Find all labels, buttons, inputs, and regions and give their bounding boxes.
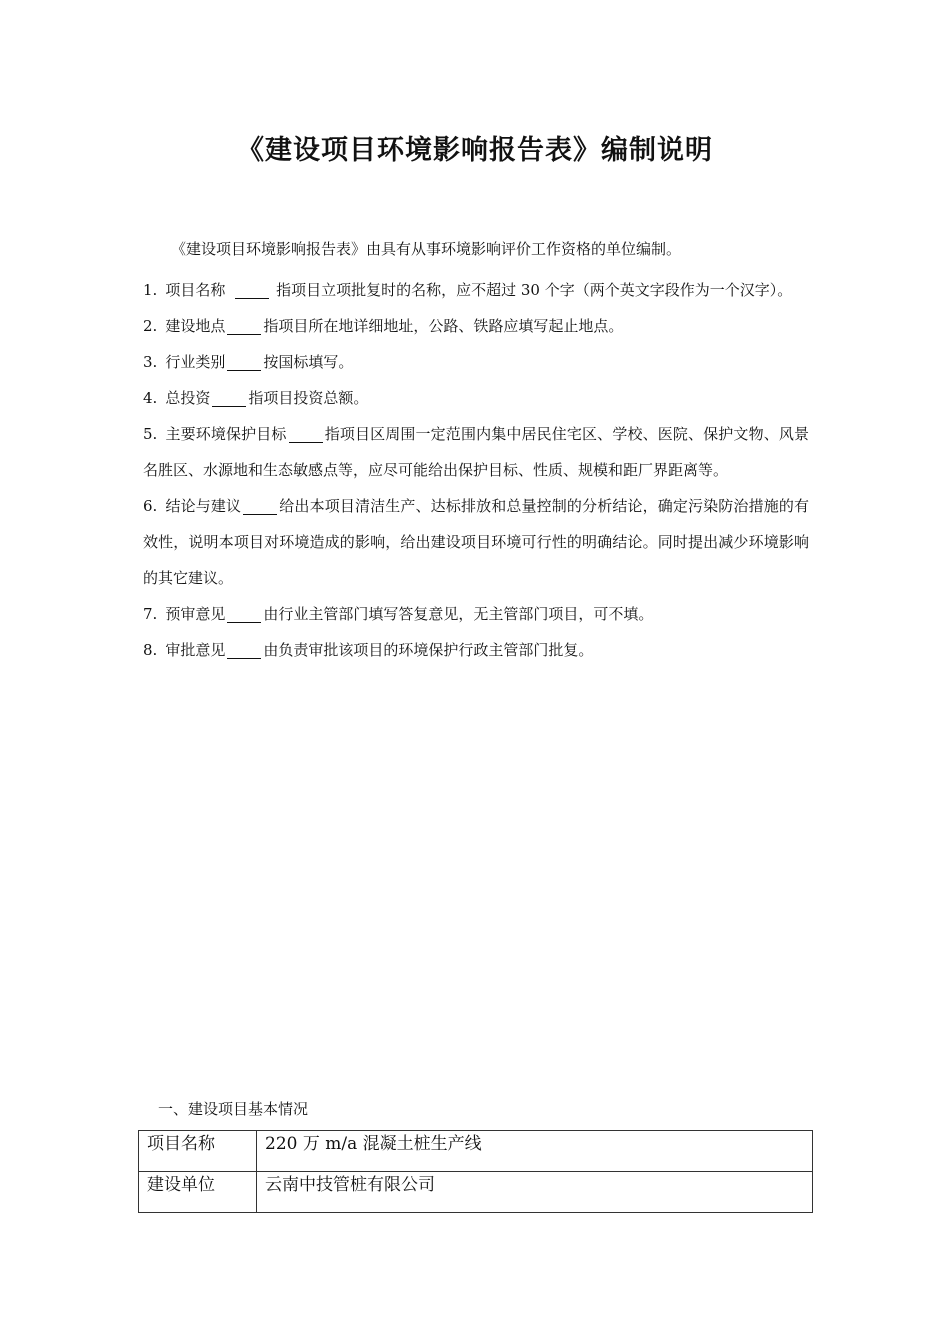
fill-blank-line [227,333,261,335]
list-item [143,632,809,668]
page-title: 《建设项目环境影响报告表》编制说明 [237,135,713,166]
item-text: 指项目所在地详细地址，公路、铁路应填写起止地点。 [263,317,624,335]
item-number: 5. [143,425,158,443]
item-text: 指项目区周围一定范围内集中居民住宅区、学校、医院、保护文物、风景名胜区、水源地和生态敏感点等，应尽可能给出保护目标、性质、规模和距厂界距离等。 [143,425,809,479]
list-item [143,380,809,416]
intro-paragraph: 《建设项目环境影响报告表》由具有从事环境影响评价工作资格的单位编制。 [171,240,682,258]
section-heading: 一、建设项目基本情况 [158,1100,309,1118]
item-number: 2. [143,317,158,335]
item-number: 4. [143,389,158,407]
item-label: 审批意见 [165,641,226,659]
list-item [143,596,809,632]
item-label: 总投资 [165,389,211,407]
table-cell-label: 建设单位 [139,1172,257,1213]
item-text: 按国标填写。 [263,353,354,371]
table-cell-label: 项目名称 [139,1131,257,1172]
list-item [143,416,809,488]
item-text: 给出本项目清洁生产、达标排放和总量控制的分析结论，确定污染防治措施的有效性，说明本项目对环境造成的影响，给出建设项目环境可行性的明确结论。同时提出减少环境影响的其它建议。 [143,497,809,587]
list-item [143,308,809,344]
table-cell-value: 云南中技管桩有限公司 [257,1172,813,1213]
item-label: 主要环境保护目标 [165,425,287,443]
list-item [143,488,809,596]
fill-blank-line [235,297,269,299]
item-label: 行业类别 [165,353,226,371]
table-row [139,1172,813,1213]
item-number: 7. [143,605,158,623]
fill-blank-line [289,441,323,443]
item-number: 3. [143,353,158,371]
item-label: 预审意见 [165,605,226,623]
item-number: 6. [143,497,158,515]
item-number: 1. [143,281,158,299]
list-item [143,344,809,380]
item-label: 结论与建议 [165,497,242,515]
instruction-list [143,272,809,668]
table-cell-value: 220 万 m/a 混凝土桩生产线 [257,1131,813,1172]
fill-blank-line [243,513,277,515]
item-label: 项目名称 [165,281,226,299]
item-text: 指项目立项批复时的名称，应不超过 30 个字（两个英文字段作为一个汉字）。 [276,281,793,299]
basic-info-table [138,1130,813,1213]
item-number: 8. [143,641,158,659]
fill-blank-line [227,369,261,371]
fill-blank-line [212,405,246,407]
fill-blank-line [227,621,261,623]
item-text: 由行业主管部门填写答复意见，无主管部门项目，可不填。 [263,605,654,623]
item-text: 指项目投资总额。 [248,389,369,407]
list-item [143,272,809,308]
item-label: 建设地点 [165,317,226,335]
fill-blank-line [227,657,261,659]
table-row [139,1131,813,1172]
item-text: 由负责审批该项目的环境保护行政主管部门批复。 [263,641,594,659]
